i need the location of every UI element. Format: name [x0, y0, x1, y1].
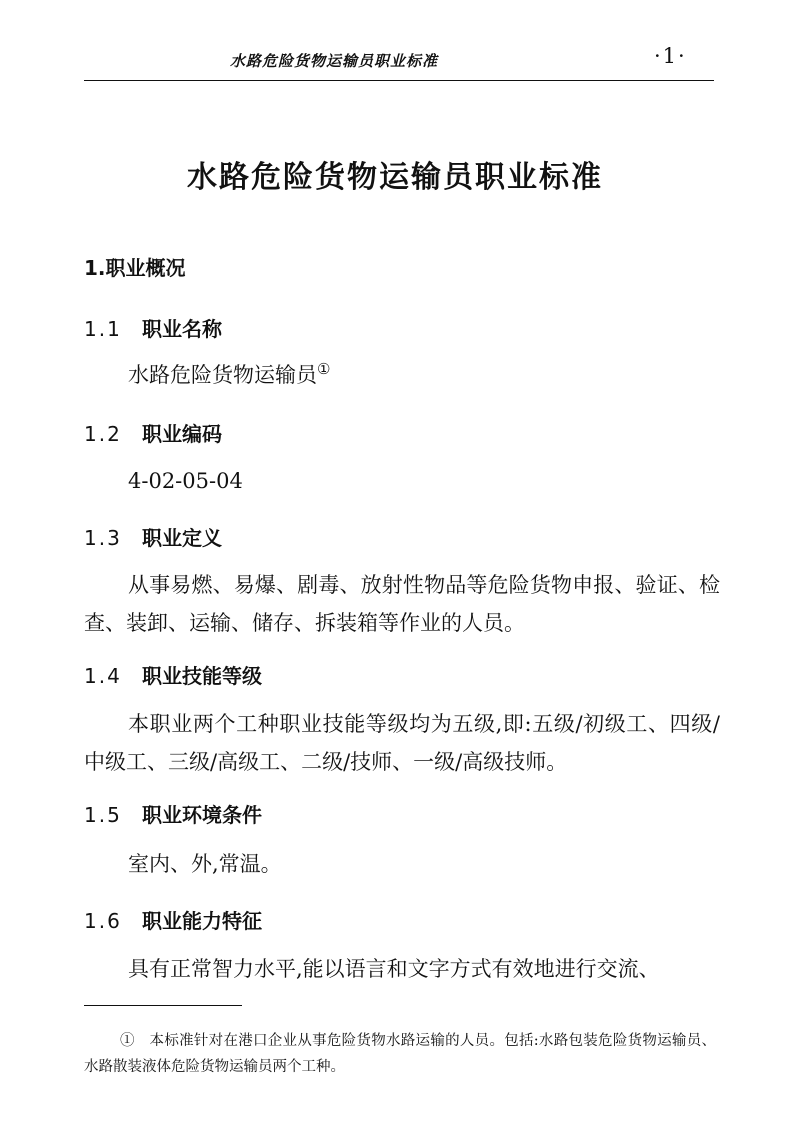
body-text: 水路危险货物运输员	[128, 363, 317, 387]
section-body-1-1	[84, 356, 720, 394]
section-heading-1-5	[84, 799, 262, 828]
section-heading-text: 职业技能等级	[142, 664, 262, 688]
section-body-1-4	[84, 705, 720, 781]
section-number: 1.5	[84, 803, 122, 827]
section-heading-text: 1.职业概况	[84, 256, 186, 280]
section-heading-1-4	[84, 660, 262, 689]
section-body-1-2	[84, 462, 720, 500]
section-heading-text: 职业名称	[142, 317, 222, 341]
section-heading-1-3	[84, 522, 222, 551]
section-heading-1-6	[84, 905, 262, 934]
section-heading-text: 职业编码	[142, 422, 222, 446]
running-title: 水路危险货物运输员职业标准	[230, 52, 439, 70]
body-text: 本职业两个工种职业技能等级均为五级,即:五级/初级工、四级/中级工、三级/高级工、二级/技师、一级/高级技师。	[84, 712, 720, 774]
body-text: 4-02-05-04	[128, 469, 243, 493]
section-number: 1.6	[84, 909, 122, 933]
header-rule	[84, 80, 714, 81]
section-heading-1-2	[84, 418, 222, 447]
footnote-rule	[84, 1005, 242, 1006]
document-title: 水路危险货物运输员职业标准	[187, 160, 603, 195]
section-heading-1-1	[84, 313, 222, 342]
body-text: 室内、外,常温。	[128, 852, 282, 876]
section-heading-text: 职业环境条件	[142, 803, 262, 827]
footnote-mark: ①	[317, 360, 331, 378]
section-heading-text: 职业能力特征	[142, 909, 262, 933]
section-body-1-6	[84, 950, 720, 988]
section-number: 1.2	[84, 422, 122, 446]
section-body-1-3	[84, 566, 720, 642]
footnote: ① 本标准针对在港口企业从事危险货物水路运输的人员。包括:水路包装危险货物运输员、水路散装液体危险货物运输员两个工种。	[84, 1033, 716, 1075]
section-number: 1.1	[84, 317, 122, 341]
section-heading-text: 职业定义	[142, 526, 222, 550]
section-number: 1.3	[84, 526, 122, 550]
body-text: 从事易燃、易爆、剧毒、放射性物品等危险货物申报、验证、检查、装卸、运输、储存、拆装箱等作业的人员。	[84, 573, 720, 635]
section-number: 1.4	[84, 664, 122, 688]
body-text: 具有正常智力水平,能以语言和文字方式有效地进行交流、	[128, 957, 660, 981]
page-number: ·1·	[654, 44, 687, 68]
section-body-1-5	[84, 845, 720, 883]
section-heading-1	[84, 252, 186, 281]
